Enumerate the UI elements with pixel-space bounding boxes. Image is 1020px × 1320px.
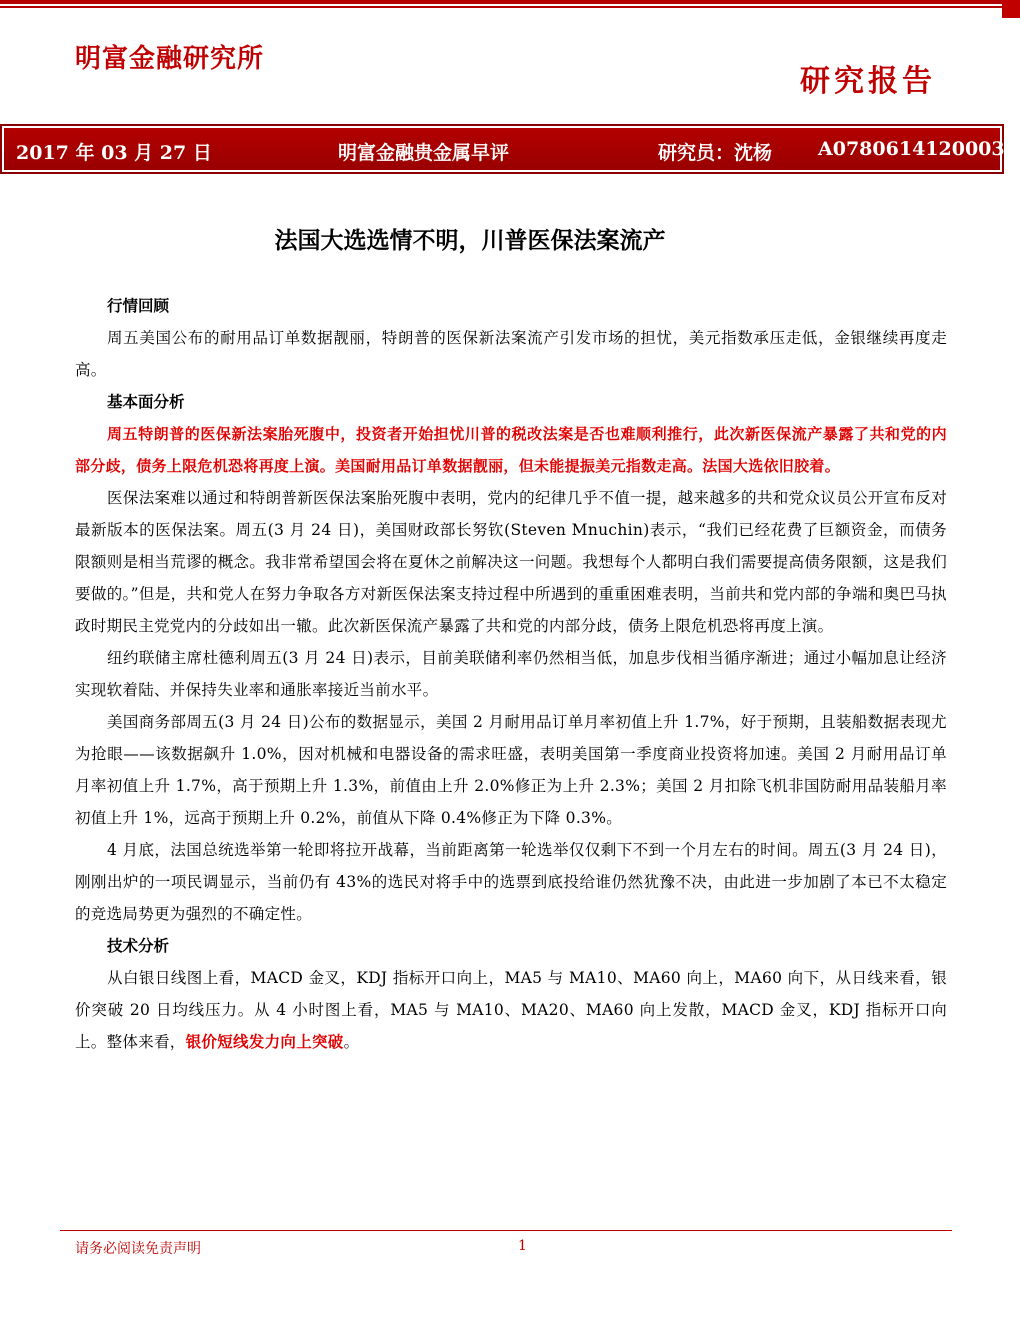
paragraph: 4 月底，法国总统选举第一轮即将拉开战幕，当前距离第一轮选举仅仅剩下不到一个月左右的时间。周五(3 月 24 日)，刚刚出炉的一项民调显示，当前仍有 43%的选民对将手中的选票到底投给谁仍然犹豫不决，由此进一步加剧了本已不太稳定的竞选局势更为强烈的不确定性。 (75, 841, 947, 923)
technical-paragraph (75, 962, 947, 1058)
footer-divider (60, 1230, 952, 1231)
analyst-name: 研究员：沈杨 (658, 142, 773, 164)
company-logo: 明富金融研究所 (75, 44, 265, 74)
analyst-id: A0780614120003 (818, 138, 1005, 160)
paragraph: 美国商务部周五(3 月 24 日)公布的数据显示，美国 2 月耐用品订单月率初值上升 1.7%，好于预期，且装船数据表现尤为抢眼——该数据飙升 1.0%，因对机械和电器设备的需求旺盛，表明美国第一季度商业投资将加速。美国 2 月耐用品订单月率初值上升 1.7%，高于预期上升 1.3%，前值由上升 2.0%修正为上升 2.3%；美国 2 月扣除飞机非国防耐用品装船月率初值上升 1%，远高于预期上升 0.2%，前值从下降 0.4%修正为下降 0.3%。 (75, 713, 947, 827)
article-title: 法国大选选情不明，川普医保法案流产 (274, 228, 666, 254)
header-banner (4, 128, 1005, 170)
technical-end: 。 (343, 1033, 360, 1051)
disclaimer-link[interactable]: 请务必阅读免责声明 (75, 1241, 201, 1257)
key-summary-paragraph: 周五特朗普的医保新法案胎死腹中，投资者开始担忧川普的税改法案是否也难顺利推行，此次新医保流产暴露了共和党的内部分歧，债务上限危机恐将再度上演。美国耐用品订单数据靓丽，但未能提振美元指数走高。法国大选依旧胶着。 (75, 425, 947, 475)
technical-text: 从白银日线图上看，MACD 金叉，KDJ 指标开口向上，MA5 与 MA10、MA60 向上，MA60 向下，从日线来看，银价突破 20 日均线压力。从 4 小时图上看，MA5 与 MA10、MA20、MA60 向上发散，MACD 金叉，KDJ 指标开口向上。整体来看， (75, 969, 947, 1051)
report-series-title: 明富金融贵金属早评 (338, 142, 510, 164)
report-date: 2017 年 03 月 27 日 (16, 142, 212, 164)
paragraph: 周五美国公布的耐用品订单数据靓丽，特朗普的医保新法案流产引发市场的担忧，美元指数承压走低，金银继续再度走高。 (75, 329, 947, 379)
report-type-label: 研究报告 (800, 64, 936, 99)
top-border-line-thin (0, 6, 1020, 8)
article-body (75, 290, 947, 1058)
top-border-line (0, 0, 1020, 4)
corner-mark (1002, 0, 1020, 18)
section-heading-technical: 技术分析 (107, 937, 170, 955)
paragraph: 医保法案难以通过和特朗普新医保法案胎死腹中表明，党内的纪律几乎不值一提，越来越多的共和党众议员公开宣布反对最新版本的医保法案。周五(3 月 24 日)，美国财政部长努钦(Steven Mnuchin)表示，“我们已经花费了巨额资金，而债务限额则是相当荒谬的概念。我非常希望国会将在夏休之前解决这一问题。我想每个人都明白我们需要提高债务限额，这是我们要做的。”但是，共和党人在努力争取各方对新医保法案支持过程中所遇到的重重困难表明，当前共和党内部的争端和奥巴马执政时期民主党党内的分歧如出一辙。此次新医保流产暴露了共和党的内部分歧，债务上限危机恐将再度上演。 (75, 489, 947, 635)
section-heading-fundamentals: 基本面分析 (107, 393, 185, 411)
technical-conclusion: 银价短线发力向上突破 (185, 1033, 344, 1051)
page-number: 1 (518, 1238, 527, 1254)
paragraph: 纽约联储主席杜德利周五(3 月 24 日)表示，目前美联储利率仍然相当低，加息步伐相当循序渐进；通过小幅加息让经济实现软着陆、并保持失业率和通胀率接近当前水平。 (75, 649, 947, 699)
section-heading-review: 行情回顾 (107, 297, 170, 315)
